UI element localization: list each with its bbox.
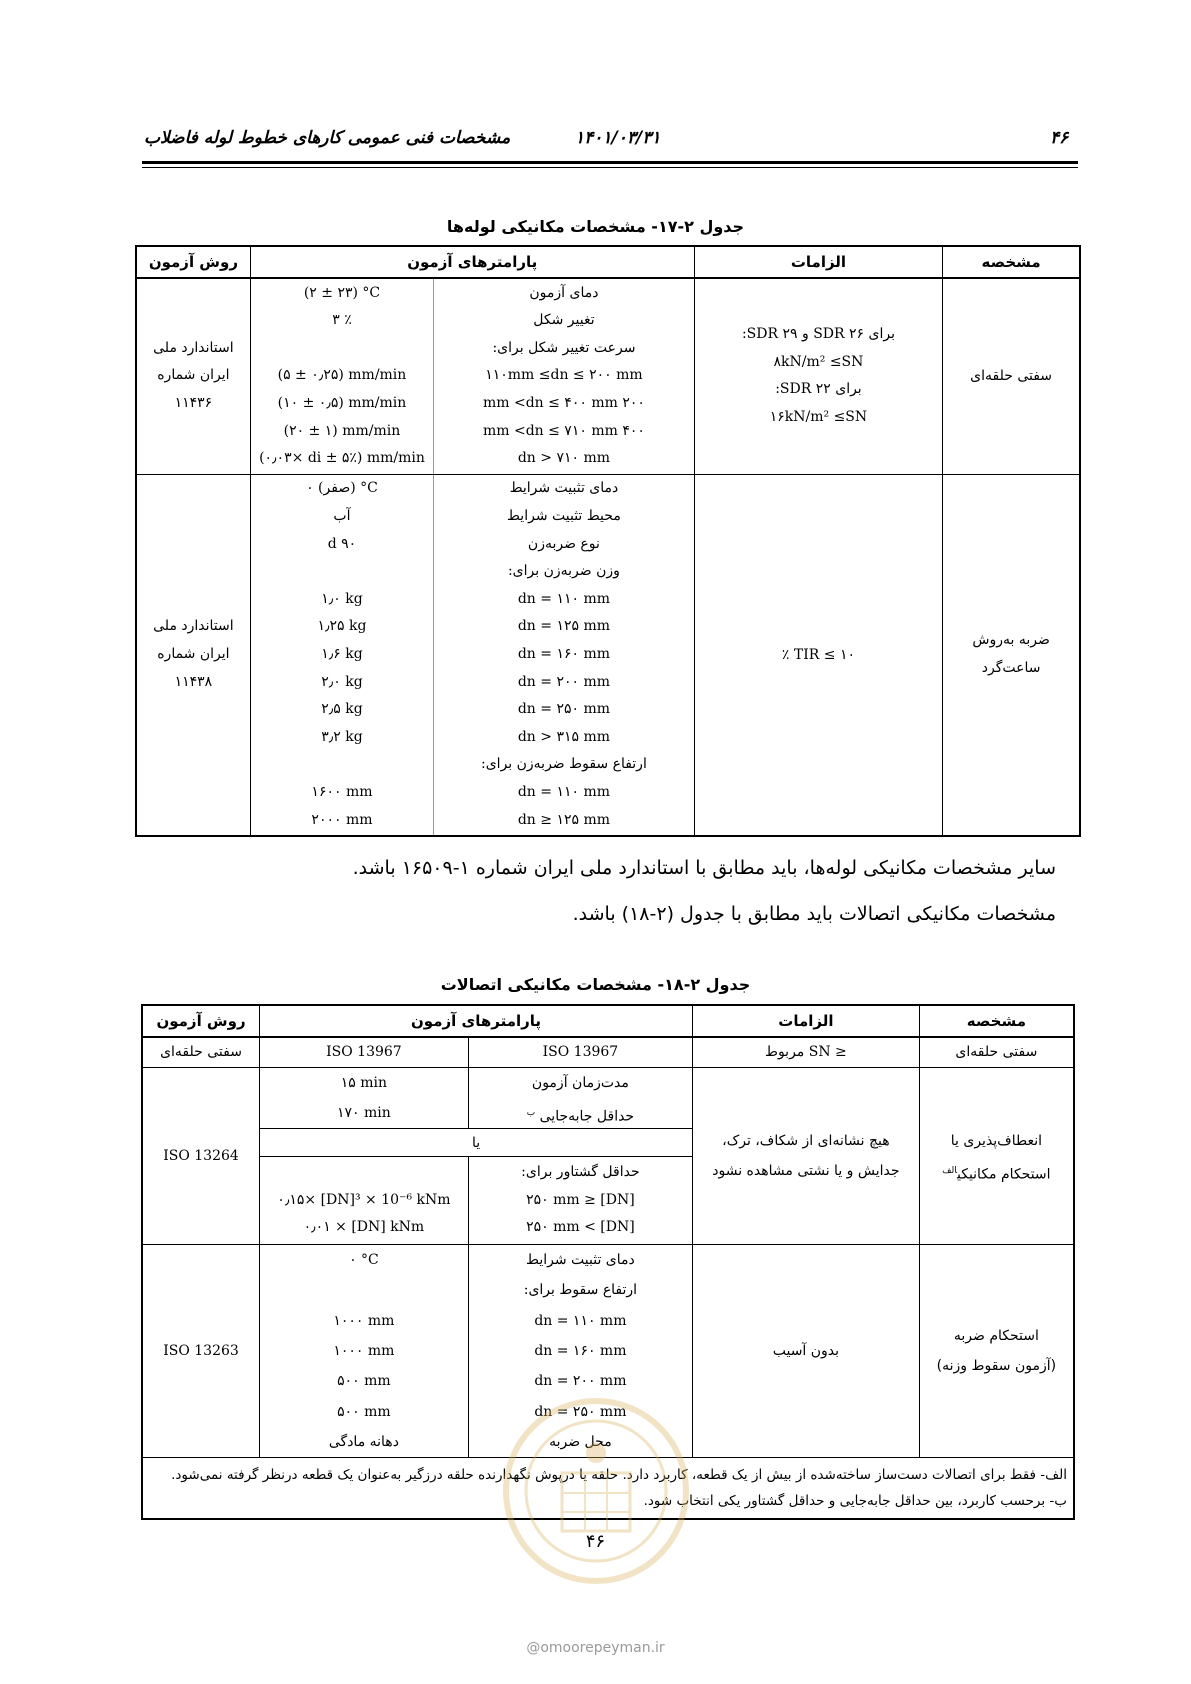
table2-impact-method: ISO 13263: [142, 1245, 260, 1458]
table2-note-b: ب- برحسب کاربرد، بین حداقل جابه‌جایی و حداقل گشتاور یکی انتخاب شود.: [643, 1493, 1067, 1510]
table2-ring-property: سفتی حلقه‌ای: [919, 1037, 1074, 1067]
table2-flex-property: انعطاف‌پذیری یا استحکام مکانیکی$^{الف}$: [919, 1067, 1074, 1245]
table1-ring-property: سفتی حلقه‌ای: [943, 278, 1080, 474]
header-title: مشخصات فنی عمومی کارهای خطوط لوله فاضلاب: [144, 128, 511, 148]
table1-impact-params-val: ۰ (صفر) °C آب d ۹۰ ۱٫۰ kg ۱٫۲۵ kg ۱٫۶ kg ۲٫۰ kg ۲٫۵ kg ۳٫۲ kg ۱۶۰۰ mm ۲۰۰۰ mm: [250, 474, 433, 836]
table1-pipe-mechanical: [135, 245, 1081, 837]
table2-flex-a-fa: مدت‌زمان آزمون حداقل جابه‌جایی $^ب$: [468, 1067, 692, 1129]
paragraph-1: سایر مشخصات مکانیکی لوله‌ها، باید مطابق با استاندارد ملی ایران شماره ۱-۱۶۵۰۹ باشد.: [352, 857, 1056, 879]
table2-header-method: روش آزمون: [142, 1005, 260, 1037]
table2-flex-method: ISO 13264: [142, 1067, 260, 1245]
table-row: [136, 278, 1080, 474]
table1-impact-requirements: TIR ≤ ۱۰ ٪: [694, 474, 943, 836]
table2-ring-param-fa: ISO 13967: [468, 1037, 692, 1067]
table1-ring-requirements: برای SDR ۲۶ و SDR ۲۹: ۸kN/m² ≤SN برای SDR ۲۲: ۱۶kN/m² ≤SN: [694, 278, 943, 474]
table2-ring-requirements: ≤ SN مربوط: [693, 1037, 920, 1067]
paragraph-2: مشخصات مکانیکی اتصالات باید مطابق با جدول (۲-۱۸) باشد.: [572, 903, 1056, 925]
table2-flex-or: یا: [260, 1129, 693, 1157]
table-row: [142, 1037, 1074, 1067]
footer-page-number: ۴۶: [585, 1531, 606, 1552]
table1-ring-params-fa: دمای آزمون تغییر شکل سرعت تغییر شکل برای: ۱۱۰mm ≤dn ≤ ۲۰۰ mm ۲۰۰ mm <dn ≤ ۴۰۰ mm ۴۰۰ mm <dn ≤ ۷۱۰ mm dn > ۷۱۰ mm: [434, 278, 695, 474]
table-row: [136, 474, 1080, 836]
table2-impact-requirements: بدون آسیب: [693, 1245, 920, 1458]
table2-header-requirements: الزامات: [693, 1005, 920, 1037]
table2-ring-method: سفتی حلقه‌ای: [142, 1037, 260, 1067]
footer-watermark-text: @omoorepeyman.ir: [526, 1640, 665, 1656]
header-rule-thin: [142, 167, 1078, 168]
table1-impact-method: استاندارد ملی ایران شماره ۱۱۴۳۸: [136, 474, 250, 836]
table2-flex-requirements: هیچ نشانه‌ای از شکاف، ترک، جدایش و یا نشتی مشاهده نشود: [693, 1067, 920, 1245]
header-page-number: ۴۶: [1050, 128, 1069, 148]
table1-ring-method: استاندارد ملی ایران شماره ۱۱۴۳۶: [136, 278, 250, 474]
table2-flex-a-val: ۱۵ min ۱۷۰ min: [260, 1067, 469, 1129]
table-row: [142, 1067, 1074, 1129]
table1-header-method: روش آزمون: [136, 246, 250, 278]
table2-flex-b-fa: حداقل گشتاور برای: [DN] ≤ ۲۵۰ mm [DN] > ۲۵۰ mm: [468, 1157, 692, 1245]
table2-impact-params-fa: دمای تثبیت شرایط ارتفاع سقوط برای: dn = ۱۱۰ mm dn = ۱۶۰ mm dn = ۲۰۰ mm dn = ۲۵۰ mm محل ضربه: [468, 1245, 692, 1458]
table2-impact-params-val: ۰ °C ۱۰۰۰ mm ۱۰۰۰ mm ۵۰۰ mm ۵۰۰ mm دهانه مادگی: [260, 1245, 469, 1458]
table1-header-property: مشخصه: [943, 246, 1080, 278]
table1-impact-property: ضربه به‌روش ساعت‌گرد: [943, 474, 1080, 836]
table2-impact-property: استحکام ضربه (آزمون سقوط وزنه): [919, 1245, 1074, 1458]
table1-ring-params-val: (۲ ± ۲۳) °C ۳ ٪ (۵ ± ۰٫۲۵) mm/min (۱۰ ± ۰٫۵) mm/min (۲۰ ± ۱) mm/min (۰٫۰۳× di ± ۵٪) mm/min: [250, 278, 433, 474]
table2-note-a: الف- فقط برای اتصالات دست‌ساز ساخته‌شده از بیش از یک قطعه، کاربرد دارد. حلقه یا درپوش نگهدارنده حلقه درزگیر به‌عنوان یک قطعه درنظر گرفته نمی‌شود.: [171, 1467, 1067, 1484]
table1-header-requirements: الزامات: [694, 246, 943, 278]
table1-impact-params-fa: دمای تثبیت شرایط محیط تثبیت شرایط نوع ضربه‌زن وزن ضربه‌زن برای: dn = ۱۱۰ mm dn = ۱۲۵ mm dn = ۱۶۰ mm dn = ۲۰۰ mm dn = ۲۵۰ mm dn > ۳۱۵ mm ارتفاع سقوط ضربه‌زن برای: dn = ۱۱۰ mm dn ≥ ۱۲۵ mm: [434, 474, 695, 836]
table2-header-property: مشخصه: [919, 1005, 1074, 1037]
header-rule-thick: [142, 161, 1078, 164]
table2-flex-b-val: ۰٫۱۵× [DN]³ × 10⁻⁶ kNm ۰٫۰۱ × [DN] kNm: [260, 1157, 469, 1245]
table2-header-params: پارامترهای آزمون: [260, 1005, 693, 1037]
table1-header-params: پارامترهای آزمون: [250, 246, 694, 278]
table2-caption: جدول ۲-۱۸- مشخصات مکانیکی اتصالات: [440, 975, 751, 994]
table2-ring-param-val: ISO 13967: [260, 1037, 469, 1067]
table1-caption: جدول ۲-۱۷- مشخصات مکانیکی لوله‌ها: [446, 217, 745, 236]
watermark-seal-icon: [500, 1395, 692, 1587]
header-date: ۱۴۰۱/۰۳/۳۱: [575, 128, 661, 148]
